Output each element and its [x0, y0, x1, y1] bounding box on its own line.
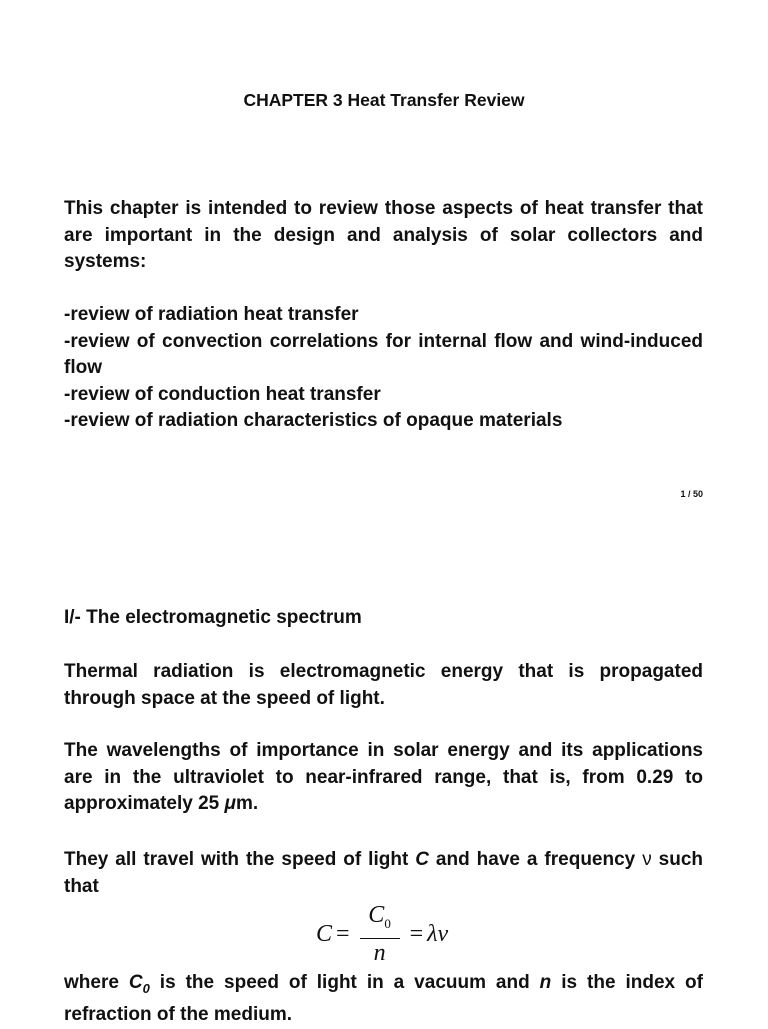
intro-paragraph [64, 196, 703, 276]
paragraph-text [64, 970, 703, 1029]
text-segment: is the speed of light in a vacuum and [149, 972, 540, 993]
equation-equals: = [336, 920, 350, 947]
equation-equals: = [409, 920, 424, 947]
symbol-c0 [128, 972, 150, 996]
section-heading: I/- The electromagnetic spectrum [64, 607, 362, 628]
speed-of-light-equation [316, 903, 448, 965]
fraction-numerator [366, 901, 393, 938]
page-title: CHAPTER 3 Heat Transfer Review [243, 90, 525, 110]
mu-symbol: μ [224, 793, 236, 814]
symbol-c0-subscript: 0 [142, 980, 150, 996]
bullet-list [64, 302, 703, 435]
numerator-subscript: 0 [384, 915, 391, 931]
paragraph-text: Thermal radiation is electromagnetic energy that is propagated through space at the speed of light. [64, 661, 703, 709]
fraction-denominator: n [373, 939, 386, 966]
list-item: -review of convection correlations for internal flow and wind-induced flow [64, 330, 703, 378]
list-item: -review of conduction heat transfer [64, 383, 381, 405]
text-segment: such that [64, 849, 704, 897]
paragraph-text [64, 738, 703, 818]
page-number: 1 / 50 [680, 489, 703, 499]
numerator-symbol: C [368, 902, 385, 929]
list-item: -review of radiation characteristics of opaque materials [64, 410, 563, 431]
unit-text: m. [236, 793, 259, 814]
intro-text: This chapter is intended to review those aspects of heat transfer that are important in the design and analysis of solar collectors and systems: [64, 198, 703, 272]
equation-fraction [360, 901, 400, 967]
symbol-nu: ν [642, 849, 652, 870]
paragraph-text [64, 847, 703, 900]
symbol-n: n [539, 972, 552, 993]
paragraph-wavelengths [64, 738, 703, 818]
paragraph-text-main: The wavelengths of importance in solar energy and its applications are in the ultraviolet to near-infrared range, that is, from 0.29 to approximately 25 [64, 740, 703, 814]
text-segment: where [64, 972, 129, 993]
text-segment: is the index of refraction of the medium. [64, 972, 703, 1026]
text-segment: and have a frequency [428, 849, 643, 870]
symbol-c: C [415, 849, 429, 870]
paragraph-definitions [64, 970, 703, 1029]
text-segment: They all travel with the speed of light [64, 849, 416, 870]
equation-lhs: C [316, 920, 333, 947]
equation-rhs: λν [427, 920, 449, 947]
symbol-c0-letter: C [128, 972, 143, 993]
list-item: -review of radiation heat transfer [64, 304, 359, 325]
paragraph-speed-of-light [64, 847, 703, 900]
paragraph-thermal-radiation [64, 659, 703, 712]
